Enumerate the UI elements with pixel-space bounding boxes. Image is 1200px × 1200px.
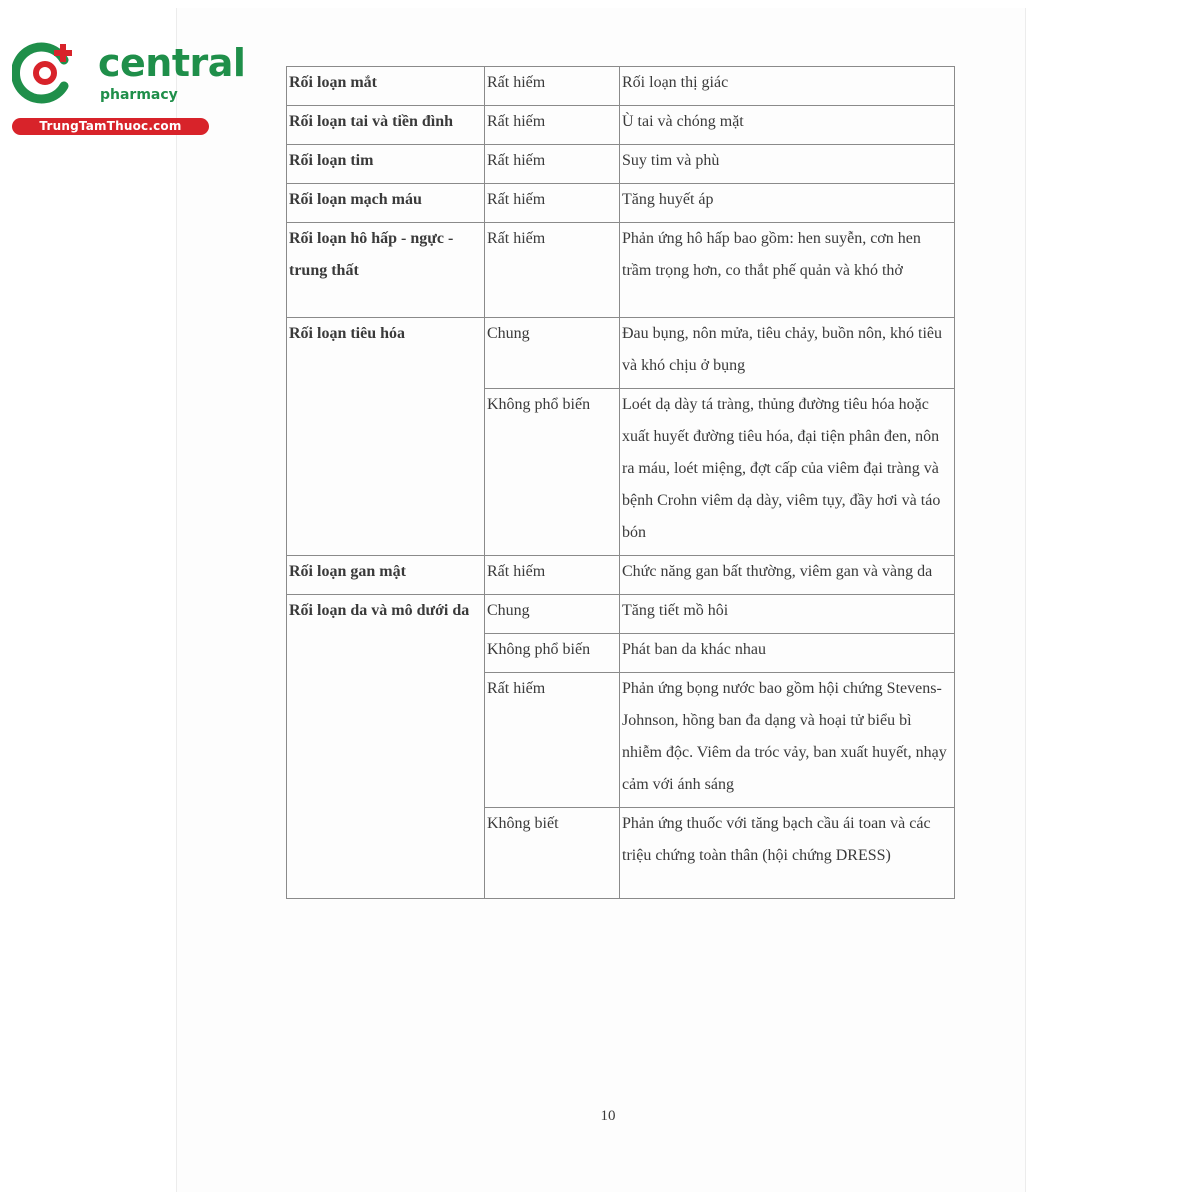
effect-cell: Đau bụng, nôn mửa, tiêu chảy, buồn nôn, khó tiêu và khó chịu ở bụng	[620, 318, 955, 389]
organ-system-cell: Rối loạn mạch máu	[287, 184, 485, 223]
frequency-cell: Rất hiếm	[485, 673, 620, 808]
frequency-cell: Không biết	[485, 808, 620, 899]
frequency-cell: Rất hiếm	[485, 67, 620, 106]
table-row	[287, 145, 955, 184]
adverse-effects-table	[286, 66, 955, 899]
effect-cell: Phản ứng bọng nước bao gồm hội chứng Stevens-Johnson, hồng ban đa dạng và hoại tử biểu bì nhiễm độc. Viêm da tróc vảy, ban xuất huyết, nhạy cảm với ánh sáng	[620, 673, 955, 808]
table-row	[287, 184, 955, 223]
table-row	[287, 318, 955, 389]
table-row	[287, 106, 955, 145]
table-row	[287, 67, 955, 106]
effect-cell: Chức năng gan bất thường, viêm gan và vàng da	[620, 556, 955, 595]
frequency-cell: Không phổ biến	[485, 389, 620, 556]
organ-system-cell: Rối loạn gan mật	[287, 556, 485, 595]
frequency-cell: Rất hiếm	[485, 184, 620, 223]
frequency-cell: Rất hiếm	[485, 223, 620, 318]
effect-cell: Loét dạ dày tá tràng, thủng đường tiêu hóa hoặc xuất huyết đường tiêu hóa, đại tiện phân đen, nôn ra máu, loét miệng, đợt cấp của viêm đại tràng và bệnh Crohn viêm dạ dày, viêm tụy, đầy hơi và táo bón	[620, 389, 955, 556]
table-row	[287, 595, 955, 634]
brand-name: central	[98, 41, 246, 85]
frequency-cell: Rất hiếm	[485, 106, 620, 145]
table-row	[287, 223, 955, 318]
effect-cell: Rối loạn thị giác	[620, 67, 955, 106]
organ-system-cell: Rối loạn da và mô dưới da	[287, 595, 485, 899]
central-pharmacy-logo	[12, 38, 246, 138]
effect-cell: Tăng huyết áp	[620, 184, 955, 223]
organ-system-cell: Rối loạn tiêu hóa	[287, 318, 485, 556]
frequency-cell: Chung	[485, 595, 620, 634]
effect-cell: Phản ứng thuốc với tăng bạch cầu ái toan và các triệu chứng toàn thân (hội chứng DRESS)	[620, 808, 955, 899]
brand-subtitle: pharmacy	[100, 87, 178, 103]
brand-website: TrungTamThuoc.com	[12, 118, 209, 135]
effect-cell: Ù tai và chóng mặt	[620, 106, 955, 145]
frequency-cell: Rất hiếm	[485, 556, 620, 595]
effect-cell: Suy tim và phù	[620, 145, 955, 184]
organ-system-cell: Rối loạn tai và tiền đình	[287, 106, 485, 145]
organ-system-cell: Rối loạn hô hấp - ngực - trung thất	[287, 223, 485, 318]
page-number: 10	[600, 1108, 616, 1124]
effect-cell: Tăng tiết mồ hôi	[620, 595, 955, 634]
frequency-cell: Rất hiếm	[485, 145, 620, 184]
table-body	[287, 67, 955, 899]
organ-system-cell: Rối loạn mắt	[287, 67, 485, 106]
frequency-cell: Không phổ biến	[485, 634, 620, 673]
effect-cell: Phát ban da khác nhau	[620, 634, 955, 673]
pharmacy-cross-c-icon	[12, 40, 78, 106]
organ-system-cell: Rối loạn tim	[287, 145, 485, 184]
effect-cell: Phản ứng hô hấp bao gồm: hen suyễn, cơn hen trầm trọng hơn, co thắt phế quản và khó thở	[620, 223, 955, 318]
frequency-cell: Chung	[485, 318, 620, 389]
table-row	[287, 556, 955, 595]
